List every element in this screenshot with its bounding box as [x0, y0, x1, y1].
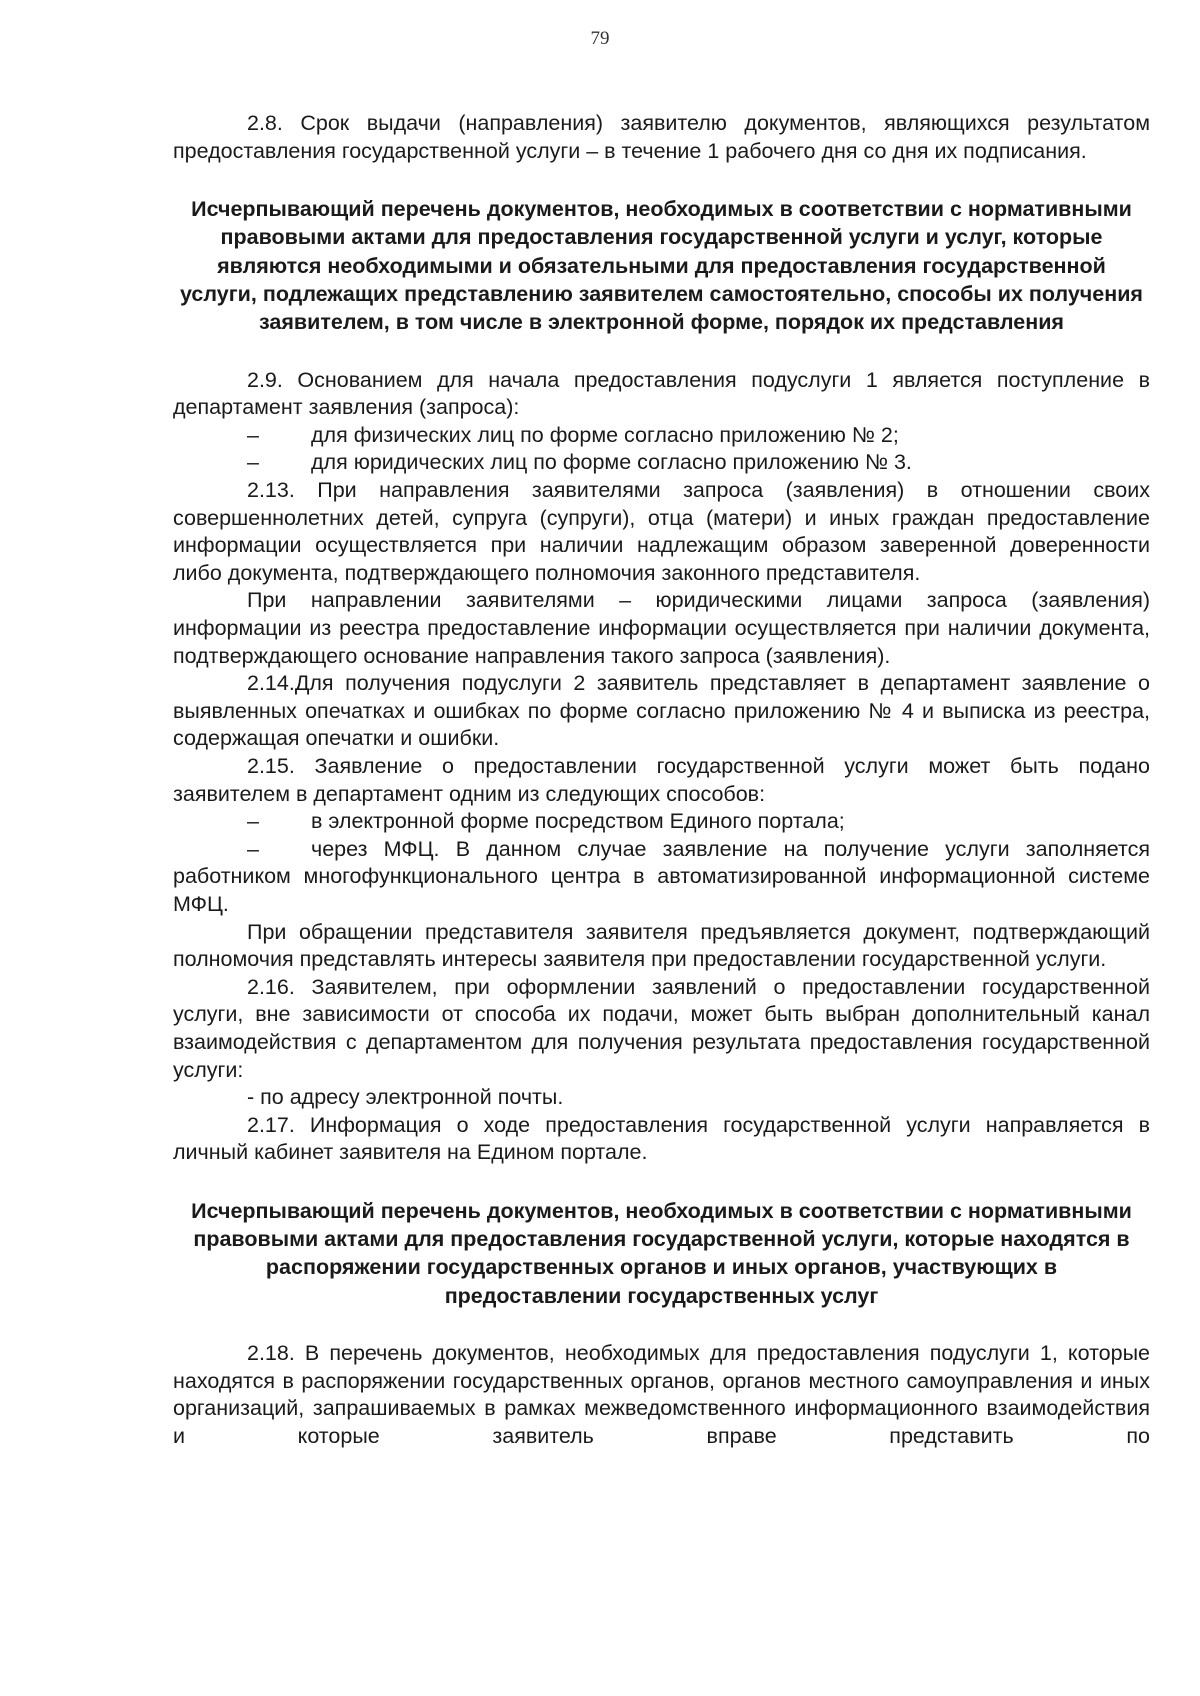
dash-bullet: –	[247, 450, 259, 475]
paragraph-2-13: 2.13. При направления заявителями запроса (заявления) в отношении своих совершеннолетних детей, супруга (супруги), отца (матери) и иных граждан предоставление информации осуществляется при наличии надлежащим образом заверенной доверенности либо документа, подтверждающего полномочия законного представителя.	[173, 478, 1150, 585]
paragraph-2-15: 2.15. Заявление о предоставлении государственной услуги может быть подано заявителем в департамент одним из следующих способов:	[173, 753, 1150, 806]
list-item	[173, 422, 1150, 450]
list-item-text: в электронной форме посредством Единого портала;	[311, 809, 845, 834]
section-heading-documents-interagency: Исчерпывающий перечень документов, необходимых в соответствии с нормативными правовыми актами для предоставления государственной услуги, которые находятся в распоряжении государственных органов и иных органов, участвующих в предоставлении государственных услуг	[191, 1198, 1132, 1308]
section-heading-documents-by-applicant: Исчерпывающий перечень документов, необходимых в соответствии с нормативными правовыми актами для предоставления государственной услуги и услуг, которые являются необходимыми и обязательными для предоставления государственной услуги, подлежащих представлению заявителем самостоятельно, способы их получения заявителем, в том числе в электронной форме, порядок их представления	[180, 197, 1143, 335]
dash-bullet: –	[247, 809, 259, 834]
dash-bullet: –	[247, 422, 259, 447]
paragraph-2-16-email: - по адресу электронной почты.	[247, 1085, 564, 1110]
paragraph-2-18: 2.18. В перечень документов, необходимых для предоставления подуслуги 1, которые находятся в распоряжении государственных органов, органов местного самоуправления и иных организаций, запрашиваемых в рамках межведомственного информационного взаимодействия и которые заявитель вправе представить по	[173, 1341, 1150, 1448]
paragraph-2-14: 2.14.Для получения подуслуги 2 заявитель представляет в департамент заявление о выявленных опечатках и ошибках по форме согласно приложению № 4 и выписка из реестра, содержащая опечатки и ошибки.	[173, 671, 1150, 751]
list-item-text: через МФЦ. В данном случае заявление на получение услуги заполняется работником многофункционального центра в автоматизированной информационной системе МФЦ.	[173, 836, 1150, 916]
list-item-text: для физических лиц по форме согласно приложению № 2;	[311, 422, 899, 447]
paragraph-2-17: 2.17. Информация о ходе предоставления государственной услуги направляется в личный кабинет заявителя на Едином портале.	[173, 1112, 1150, 1165]
dash-bullet: –	[247, 836, 259, 861]
paragraph-2-16: 2.16. Заявителем, при оформлении заявлений о предоставлении государственной услуги, вне зависимости от способа их подачи, может быть выбран дополнительный канал взаимодействия с департаментом для получения результата предоставления государственной услуги:	[173, 974, 1150, 1082]
list-item	[173, 808, 1150, 836]
paragraph-2-9: 2.9. Основанием для начала предоставления подуслуги 1 является поступление в департамент заявления (запроса):	[173, 367, 1150, 420]
paragraph-2-15-continued: При обращении представителя заявителя предъявляется документ, подтверждающий полномочия представлять интересы заявителя при предоставлении государственной услуги.	[173, 919, 1150, 972]
document-body	[173, 110, 1150, 1450]
list-item	[173, 836, 1150, 919]
list-item-text: для юридических лиц по форме согласно приложению № 3.	[311, 450, 912, 475]
list-item	[173, 449, 1150, 477]
page-number: 79	[590, 28, 610, 49]
paragraph-2-13-continued: При направлении заявителями – юридическими лицами запроса (заявления) информации из реестра предоставление информации осуществляется при наличии документа, подтверждающего основание направления такого запроса (заявления).	[173, 588, 1150, 668]
paragraph-2-8: 2.8. Срок выдачи (направления) заявителю документов, являющихся результатом предоставления государственной услуги – в течение 1 рабочего дня со дня их подписания.	[173, 111, 1150, 163]
